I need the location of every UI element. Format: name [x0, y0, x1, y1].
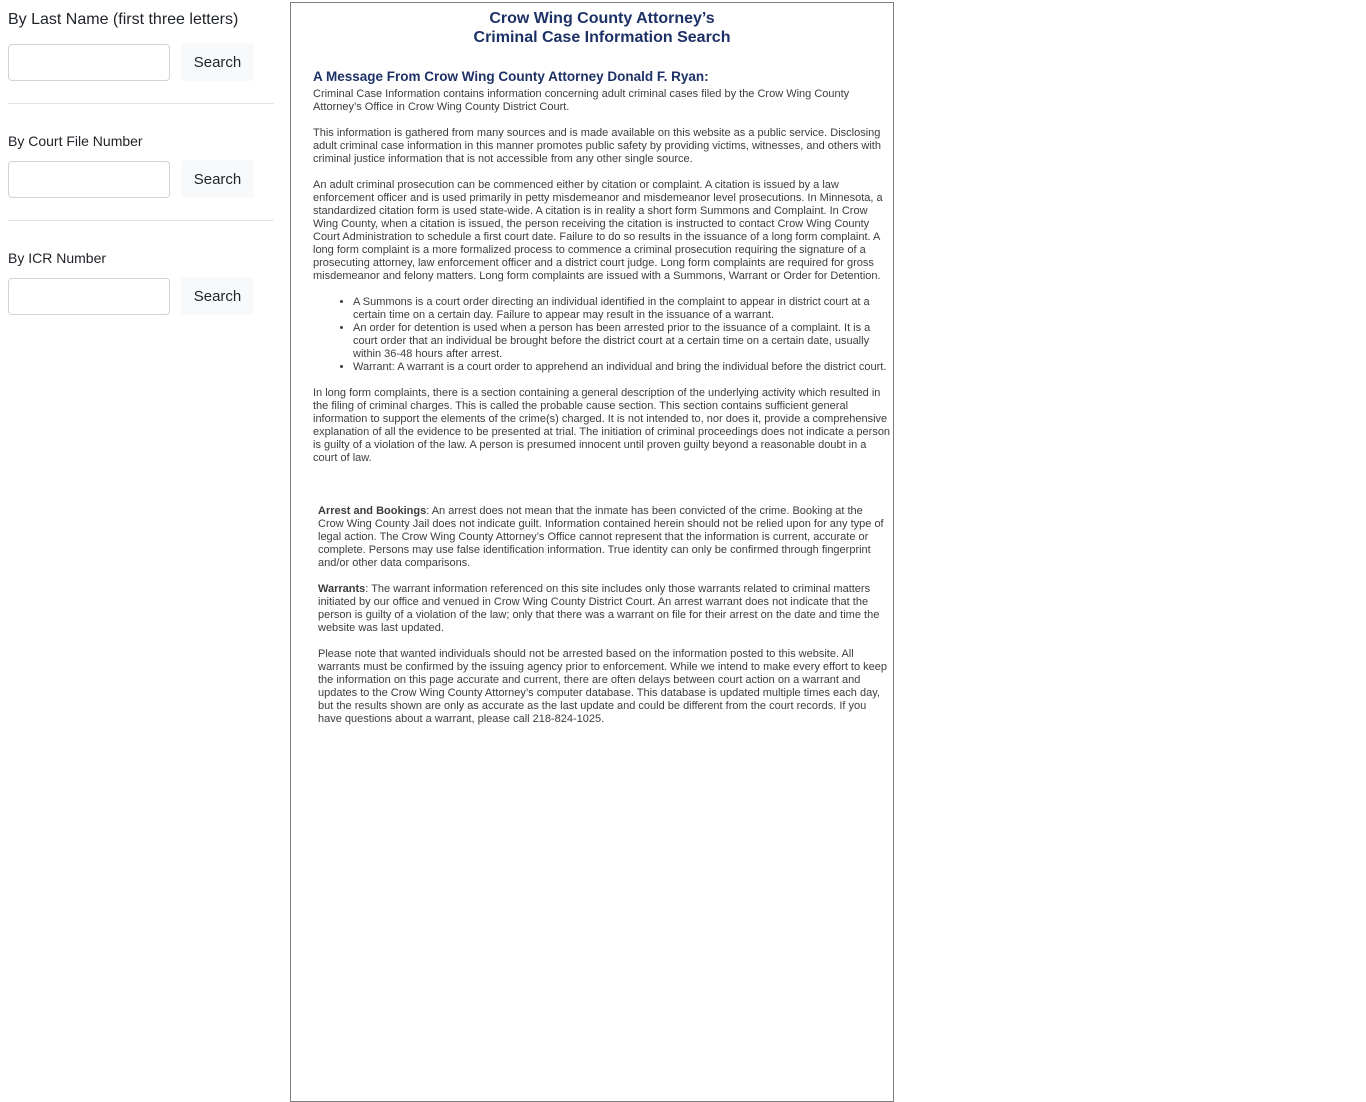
last-name-row: [8, 43, 274, 81]
search-sidebar: [0, 0, 282, 315]
paragraph-arrest-and-bookings: [318, 505, 891, 570]
warrants-label: Warrants: [318, 583, 366, 595]
page-title: [313, 9, 891, 47]
order-types-list: [313, 296, 891, 374]
arrest-and-bookings-label: Arrest and Bookings: [318, 505, 427, 517]
search-section-last-name: [8, 10, 274, 81]
last-name-label: By Last Name (first three letters): [8, 11, 239, 28]
court-file-search-button[interactable]: Search: [181, 160, 254, 198]
icr-number-input[interactable]: [8, 278, 170, 315]
divider: [8, 220, 274, 221]
icr-row: [8, 277, 274, 315]
icr-number-label: By ICR Number: [8, 250, 107, 266]
arrest-and-bookings-text: : An arrest does not mean that the inmate has been convicted of the crime. Booking at the Crow Wing County Jail does not indicate guilt. Information contained herein should not be relied upon for any type of legal action. The Crow Wing County Attorney’s Office cannot represent that the information is current, accurate or complete. Persons may use false identification information. True identity can only be confirmed through fingerprint and/or other data comparisons.: [318, 505, 884, 569]
paragraph-please-note: Please note that wanted individuals should not be arrested based on the information posted to this website. All warrants must be confirmed by the issuing agency prior to enforcement. While we intend to make every effort to keep the information on this page accurate and current, there are often delays between court action on a warrant and updates to the Crow Wing County Attorney’s computer database. This database is updated multiple times each day, but the results shown are only as accurate as the last update and could be different from the court records. If you have questions about a warrant, please call 218-824-1025.: [318, 648, 888, 725]
message-heading: A Message From Crow Wing County Attorney Donald F. Ryan:: [313, 69, 709, 84]
search-section-icr: [8, 250, 274, 315]
page-title-line-2: Criminal Case Information Search: [473, 29, 731, 46]
paragraph-public-service: This information is gathered from many sources and is made available on this website as a public service. Disclosing adult criminal case information in this manner promotes public safety by providing victims, witnesses, and others with criminal justice information that is not accessible from any other single source.: [313, 127, 881, 165]
court-file-number-input[interactable]: [8, 161, 170, 198]
court-file-row: [8, 160, 274, 198]
page-title-line-1: Crow Wing County Attorney’s: [489, 10, 715, 27]
paragraph-long-form: In long form complaints, there is a section containing a general description of the underlying activity which resulted in the filing of criminal charges. This is called the probable cause section. This section contains sufficient general information to support the elements of the crime(s) charged. It is not intended to, nor does it, provide a comprehensive explanation of all the evidence to be presented at trial. The initiation of criminal proceedings does not indicate a person is guilty of a violation of the law. A person is presumed innocent until proven guilty beyond a reasonable doubt in a court of law.: [313, 387, 891, 464]
paragraph-warrants: [318, 583, 891, 635]
last-name-search-button[interactable]: Search: [181, 43, 254, 81]
divider: [8, 103, 274, 104]
warrants-text: : The warrant information referenced on this site includes only those warrants related to criminal matters initiated by our office and venued in Crow Wing County District Court. An arrest warrant does not indicate that the person is guilty of a violation of the law; only that there was a warrant on file for their arrest on the date and time the website was last updated.: [318, 583, 880, 634]
paragraph-prosecution: An adult criminal prosecution can be commenced either by citation or complaint. A citation is issued by a law enforcement officer and is used primarily in petty misdemeanor and misdemeanor level prosecutions. In Minnesota, a standardized citation form is used state-wide. A citation is in reality a short form Summons and Complaint. In Crow Wing County, when a citation is issued, the person receiving the citation is instructed to contact Crow Wing County Court Administration to schedule a first court date. Failure to do so results in the issuance of a long form complaint. A long form complaint is a more formalized process to commence a criminal prosecution requiring the signature of a prosecuting attorney, law enforcement officer and a district court judge. Long form complaints are required for gross misdemeanor and felony matters. Long form complaints are issued with a Summons, Warrant or Order for Detention.: [313, 179, 883, 282]
icr-search-button[interactable]: Search: [181, 277, 254, 315]
court-file-number-label: By Court File Number: [8, 133, 143, 149]
list-item-warrant: • Warrant: A warrant is a court order to apprehend an individual and bring the individual before the district court.: [353, 361, 891, 374]
paragraph-intro: Criminal Case Information contains information concerning adult criminal cases filed by the Crow Wing County Attorney’s Office in Crow Wing County District Court.: [313, 88, 850, 113]
notices-block: [313, 505, 891, 726]
list-item-summons: • A Summons is a court order directing an individual identified in the complaint to appear in district court at a certain time on a certain day. Failure to appear may result in the issuance of a warrant.: [353, 296, 891, 322]
list-item-order-for-detention: • An order for detention is used when a person has been arrested prior to the issuance of a complaint. It is a court order that an individual be brought before the district court at a certain time on a certain date, usually within 36-48 hours after arrest.: [353, 322, 891, 361]
search-section-court-file: [8, 133, 274, 198]
last-name-input[interactable]: [8, 44, 170, 81]
criminal-case-info-panel: [290, 2, 894, 1102]
